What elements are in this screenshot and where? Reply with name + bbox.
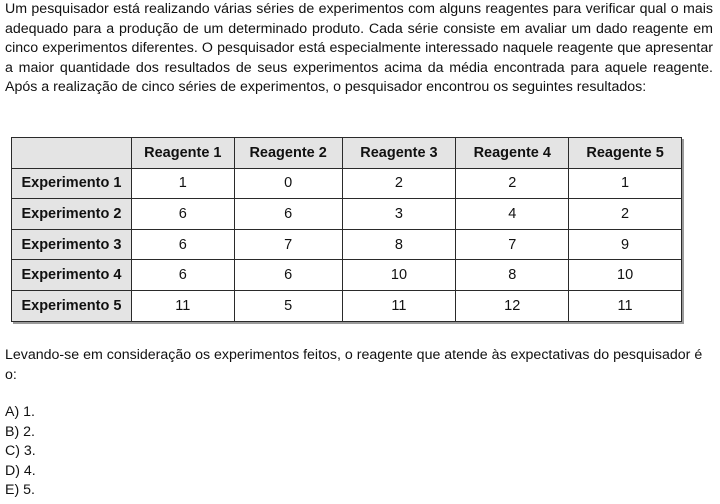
table-cell: 6: [131, 199, 234, 230]
column-header: Reagente 5: [569, 138, 682, 169]
table-cell: 10: [342, 260, 456, 291]
row-header: Experimento 4: [12, 260, 132, 291]
table-cell: 1: [569, 168, 682, 199]
table-cell: 6: [234, 260, 342, 291]
answer-option-a: A) 1.: [5, 404, 35, 420]
column-header: Reagente 3: [342, 138, 456, 169]
answer-option-b: B) 2.: [5, 423, 35, 440]
results-table: [11, 137, 682, 322]
table-cell: 12: [456, 290, 569, 321]
table-corner-cell: [12, 138, 132, 169]
table-cell: 8: [456, 260, 569, 291]
column-header: Reagente 4: [456, 138, 569, 169]
table-cell: 5: [234, 290, 342, 321]
table-cell: 4: [456, 199, 569, 230]
row-header: Experimento 2: [12, 199, 132, 230]
table-row: [12, 199, 682, 230]
answer-option-d: D) 4.: [5, 462, 36, 479]
table-cell: 7: [234, 229, 342, 260]
row-header: Experimento 3: [12, 229, 132, 260]
table-row: [12, 168, 682, 199]
table-cell: 8: [342, 229, 456, 260]
row-header: Experimento 5: [12, 290, 132, 321]
table-row: [12, 290, 682, 321]
table-row: [12, 260, 682, 291]
table-cell: 10: [569, 260, 682, 291]
table-cell: 0: [234, 168, 342, 199]
table-cell: 6: [131, 260, 234, 291]
column-header: Reagente 1: [131, 138, 234, 169]
answer-options: [5, 403, 36, 501]
table-cell: 2: [342, 168, 456, 199]
table-row: [12, 229, 682, 260]
answer-option-c: C) 3.: [5, 443, 36, 460]
table-header-row: [12, 138, 682, 169]
answer-option-e: E) 5.: [5, 482, 35, 499]
table-cell: 11: [131, 290, 234, 321]
table-cell: 6: [234, 199, 342, 230]
table-cell: 6: [131, 229, 234, 260]
table-cell: 2: [456, 168, 569, 199]
table-cell: 11: [569, 290, 682, 321]
table-cell: 1: [131, 168, 234, 199]
row-header: Experimento 1: [12, 168, 132, 199]
problem-intro: Um pesquisador está realizando várias séries de experimentos com alguns reagentes para verificar qual o mais adequado para a produção de um determinado produto. Cada série consiste em avaliar um dado reagente em cinco experimentos diferentes. O pesquisador está especialmente interessado naquele reagente que apresentar a maior quantidade dos resultados de seus experimentos acima da média encontrada para aquele reagente. Após a realização de cinco séries de experimentos, o pesquisador encontrou os seguintes resultados:: [5, 1, 713, 96]
question-text: Levando-se em consideração os experimentos feitos, o reagente que atende às expectativas do pesquisador é o:: [5, 347, 703, 383]
table-cell: 2: [569, 199, 682, 230]
column-header: Reagente 2: [234, 138, 342, 169]
table-cell: 3: [342, 199, 456, 230]
table-cell: 9: [569, 229, 682, 260]
table-cell: 7: [456, 229, 569, 260]
table-cell: 11: [342, 290, 456, 321]
